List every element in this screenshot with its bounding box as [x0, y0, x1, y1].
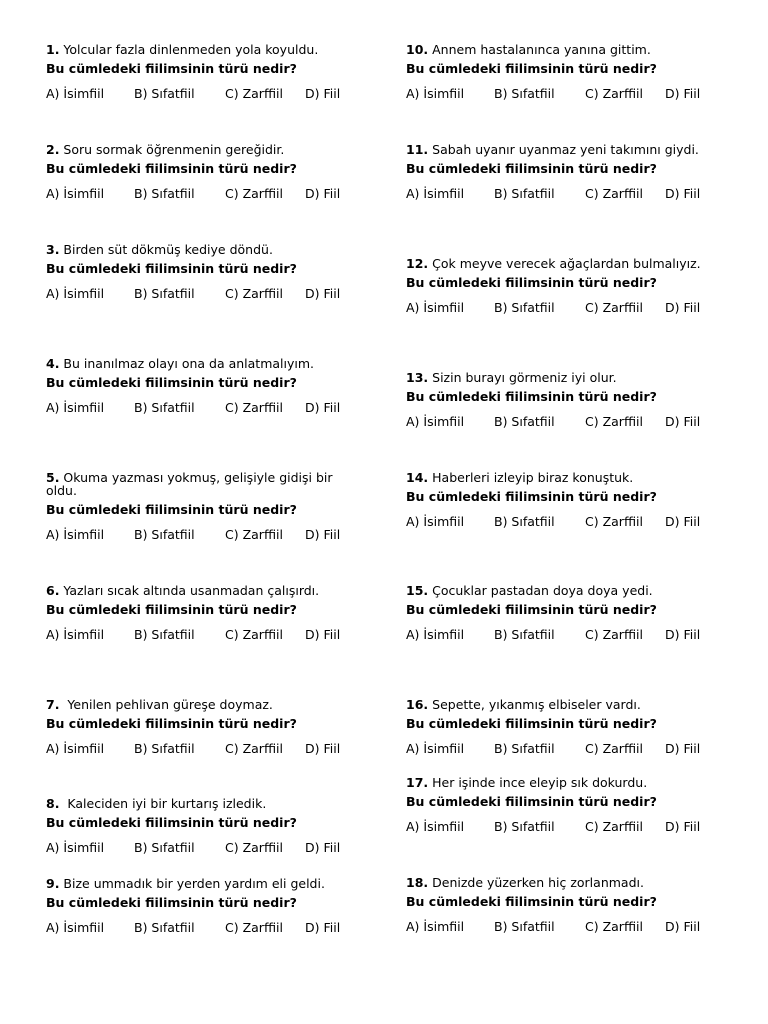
answer-options: [46, 401, 346, 417]
option-b[interactable]: B) Sıfatfiil: [134, 86, 195, 101]
option-d[interactable]: D) Fiil: [305, 527, 341, 542]
option-b[interactable]: B) Sıfatfiil: [494, 86, 555, 101]
question-17: [406, 776, 706, 836]
option-c[interactable]: C) Zarffiil: [585, 741, 643, 756]
question-sentence: [406, 371, 706, 384]
option-c[interactable]: C) Zarffiil: [585, 819, 643, 834]
question-prompt: Bu cümledeki fiilimsinin türü nedir?: [406, 275, 657, 290]
question-text: Yolcular fazla dinlenmeden yola koyuldu.: [59, 42, 319, 57]
question-5: [46, 471, 346, 544]
option-a[interactable]: A) İsimfiil: [406, 514, 465, 529]
option-b[interactable]: B) Sıfatfiil: [494, 414, 555, 429]
question-13: [406, 371, 706, 431]
option-c[interactable]: C) Zarffiil: [225, 627, 283, 642]
option-b[interactable]: B) Sıfatfiil: [494, 514, 555, 529]
question-sentence: [406, 257, 706, 270]
option-b[interactable]: B) Sıfatfiil: [494, 919, 555, 934]
question-number: 14.: [406, 470, 429, 485]
question-14: [406, 471, 706, 531]
option-d[interactable]: D) Fiil: [665, 514, 701, 529]
question-prompt: Bu cümledeki fiilimsinin türü nedir?: [406, 794, 657, 809]
option-c[interactable]: C) Zarffiil: [225, 286, 283, 301]
answer-options: [46, 187, 346, 203]
answer-options: [46, 87, 346, 103]
option-d[interactable]: D) Fiil: [305, 627, 341, 642]
option-b[interactable]: B) Sıfatfiil: [134, 627, 195, 642]
question-text: Haberleri izleyip biraz konuştuk.: [428, 470, 634, 485]
option-c[interactable]: C) Zarffiil: [225, 741, 283, 756]
option-c[interactable]: C) Zarffiil: [225, 840, 283, 855]
question-sentence: [46, 43, 346, 56]
option-c[interactable]: C) Zarffiil: [585, 414, 643, 429]
option-d[interactable]: D) Fiil: [665, 919, 701, 934]
question-text: Yenilen pehlivan güreşe doymaz.: [59, 697, 273, 712]
option-a[interactable]: A) İsimfiil: [406, 186, 465, 201]
question-number: 18.: [406, 875, 429, 890]
question-number: 17.: [406, 775, 429, 790]
question-prompt: Bu cümledeki fiilimsinin türü nedir?: [46, 815, 297, 830]
option-a[interactable]: A) İsimfiil: [406, 86, 465, 101]
question-number: 2.: [46, 142, 60, 157]
question-16: [406, 698, 706, 758]
answer-options: [46, 287, 346, 303]
question-text: Sabah uyanır uyanmaz yeni takımını giydi.: [428, 142, 699, 157]
question-prompt: Bu cümledeki fiilimsinin türü nedir?: [46, 502, 297, 517]
question-number: 8.: [46, 796, 60, 811]
question-text: Bize ummadık bir yerden yardım eli geldi.: [59, 876, 325, 891]
question-prompt: Bu cümledeki fiilimsinin türü nedir?: [406, 489, 657, 504]
question-sentence: [406, 143, 706, 156]
option-a[interactable]: A) İsimfiil: [46, 86, 105, 101]
question-sentence: [406, 776, 706, 789]
option-d[interactable]: D) Fiil: [665, 819, 701, 834]
option-a[interactable]: A) İsimfiil: [46, 527, 105, 542]
option-c[interactable]: C) Zarffiil: [585, 86, 643, 101]
option-a[interactable]: A) İsimfiil: [46, 186, 105, 201]
option-d[interactable]: D) Fiil: [305, 920, 341, 935]
question-number: 15.: [406, 583, 429, 598]
option-a[interactable]: A) İsimfiil: [46, 627, 105, 642]
option-c[interactable]: C) Zarffiil: [585, 300, 643, 315]
question-prompt: Bu cümledeki fiilimsinin türü nedir?: [46, 61, 297, 76]
question-sentence: [46, 357, 346, 370]
option-b[interactable]: B) Sıfatfiil: [494, 627, 555, 642]
answer-options: [406, 820, 706, 836]
question-number: 3.: [46, 242, 60, 257]
question-prompt: Bu cümledeki fiilimsinin türü nedir?: [406, 602, 657, 617]
question-4: [46, 357, 346, 417]
option-a[interactable]: A) İsimfiil: [46, 920, 105, 935]
question-prompt: Bu cümledeki fiilimsinin türü nedir?: [46, 161, 297, 176]
answer-options: [406, 920, 706, 936]
question-text: Her işinde ince eleyip sık dokurdu.: [428, 775, 648, 790]
question-prompt: Bu cümledeki fiilimsinin türü nedir?: [406, 61, 657, 76]
option-a[interactable]: A) İsimfiil: [46, 286, 105, 301]
option-c[interactable]: C) Zarffiil: [225, 186, 283, 201]
question-sentence: [406, 471, 706, 484]
option-d[interactable]: D) Fiil: [665, 86, 701, 101]
option-a[interactable]: A) İsimfiil: [406, 819, 465, 834]
option-b[interactable]: B) Sıfatfiil: [134, 920, 195, 935]
question-15: [406, 584, 706, 644]
question-text: Kaleciden iyi bir kurtarış izledik.: [59, 796, 267, 811]
question-prompt: Bu cümledeki fiilimsinin türü nedir?: [46, 895, 297, 910]
question-sentence: [46, 877, 346, 890]
question-10: [406, 43, 706, 103]
option-a[interactable]: A) İsimfiil: [46, 840, 105, 855]
question-text: Bu inanılmaz olayı ona da anlatmalıyım.: [59, 356, 315, 371]
question-2: [46, 143, 346, 203]
question-7: [46, 698, 346, 758]
question-8: [46, 797, 346, 857]
answer-options: [46, 921, 346, 937]
question-sentence: [406, 876, 706, 889]
answer-options: [406, 415, 706, 431]
question-9: [46, 877, 346, 937]
question-sentence: [46, 797, 346, 810]
question-sentence: [406, 698, 706, 711]
option-d[interactable]: D) Fiil: [665, 414, 701, 429]
question-sentence: [46, 471, 346, 497]
question-number: 7.: [46, 697, 60, 712]
option-d[interactable]: D) Fiil: [305, 840, 341, 855]
question-number: 10.: [406, 42, 429, 57]
option-d[interactable]: D) Fiil: [665, 300, 701, 315]
option-c[interactable]: C) Zarffiil: [585, 186, 643, 201]
option-d[interactable]: D) Fiil: [665, 627, 701, 642]
question-number: 11.: [406, 142, 429, 157]
option-a[interactable]: A) İsimfiil: [406, 919, 465, 934]
option-c[interactable]: C) Zarffiil: [585, 514, 643, 529]
question-prompt: Bu cümledeki fiilimsinin türü nedir?: [46, 261, 297, 276]
question-text: Sizin burayı görmeniz iyi olur.: [428, 370, 617, 385]
option-a[interactable]: A) İsimfiil: [406, 741, 465, 756]
question-text: Çok meyve verecek ağaçlardan bulmalıyız.: [428, 256, 701, 271]
question-text: Soru sormak öğrenmenin gereğidir.: [59, 142, 285, 157]
option-c[interactable]: C) Zarffiil: [225, 400, 283, 415]
question-prompt: Bu cümledeki fiilimsinin türü nedir?: [46, 716, 297, 731]
option-d[interactable]: D) Fiil: [665, 741, 701, 756]
question-text: Sepette, yıkanmış elbiseler vardı.: [428, 697, 641, 712]
option-b[interactable]: B) Sıfatfiil: [494, 186, 555, 201]
option-b[interactable]: B) Sıfatfiil: [134, 840, 195, 855]
option-c[interactable]: C) Zarffiil: [225, 527, 283, 542]
question-6: [46, 584, 346, 644]
question-number: 13.: [406, 370, 429, 385]
question-number: 12.: [406, 256, 429, 271]
answer-options: [406, 742, 706, 758]
option-b[interactable]: B) Sıfatfiil: [494, 819, 555, 834]
answer-options: [406, 187, 706, 203]
answer-options: [46, 742, 346, 758]
question-number: 5.: [46, 470, 60, 485]
option-c[interactable]: C) Zarffiil: [225, 920, 283, 935]
question-18: [406, 876, 706, 936]
question-text: Yazları sıcak altında usanmadan çalışırdı.: [59, 583, 320, 598]
question-number: 4.: [46, 356, 60, 371]
option-b[interactable]: B) Sıfatfiil: [494, 741, 555, 756]
option-c[interactable]: C) Zarffiil: [585, 919, 643, 934]
option-a[interactable]: A) İsimfiil: [406, 300, 465, 315]
option-c[interactable]: C) Zarffiil: [225, 86, 283, 101]
question-sentence: [406, 584, 706, 597]
question-prompt: Bu cümledeki fiilimsinin türü nedir?: [406, 894, 657, 909]
question-sentence: [46, 243, 346, 256]
option-b[interactable]: B) Sıfatfiil: [134, 741, 195, 756]
answer-options: [46, 528, 346, 544]
question-number: 1.: [46, 42, 60, 57]
question-prompt: Bu cümledeki fiilimsinin türü nedir?: [46, 375, 297, 390]
answer-options: [46, 628, 346, 644]
option-b[interactable]: B) Sıfatfiil: [494, 300, 555, 315]
answer-options: [46, 841, 346, 857]
question-text: Birden süt dökmüş kediye döndü.: [59, 242, 273, 257]
option-b[interactable]: B) Sıfatfiil: [134, 527, 195, 542]
question-sentence: [406, 43, 706, 56]
question-1: [46, 43, 346, 103]
option-d[interactable]: D) Fiil: [305, 741, 341, 756]
question-sentence: [46, 584, 346, 597]
answer-options: [406, 515, 706, 531]
option-b[interactable]: B) Sıfatfiil: [134, 286, 195, 301]
question-12: [406, 257, 706, 317]
question-number: 16.: [406, 697, 429, 712]
question-prompt: Bu cümledeki fiilimsinin türü nedir?: [46, 602, 297, 617]
option-d[interactable]: D) Fiil: [305, 400, 341, 415]
answer-options: [406, 301, 706, 317]
question-number: 9.: [46, 876, 60, 891]
option-b[interactable]: B) Sıfatfiil: [134, 400, 195, 415]
question-text: Okuma yazması yokmuş, gelişiyle gidişi bir oldu.: [46, 470, 333, 498]
answer-options: [406, 87, 706, 103]
option-a[interactable]: A) İsimfiil: [406, 414, 465, 429]
question-sentence: [46, 698, 346, 711]
question-number: 6.: [46, 583, 60, 598]
option-c[interactable]: C) Zarffiil: [585, 627, 643, 642]
option-a[interactable]: A) İsimfiil: [46, 741, 105, 756]
question-prompt: Bu cümledeki fiilimsinin türü nedir?: [406, 161, 657, 176]
question-prompt: Bu cümledeki fiilimsinin türü nedir?: [406, 389, 657, 404]
question-11: [406, 143, 706, 203]
question-3: [46, 243, 346, 303]
question-text: Annem hastalanınca yanına gittim.: [428, 42, 651, 57]
answer-options: [406, 628, 706, 644]
option-b[interactable]: B) Sıfatfiil: [134, 186, 195, 201]
option-d[interactable]: D) Fiil: [665, 186, 701, 201]
question-prompt: Bu cümledeki fiilimsinin türü nedir?: [406, 716, 657, 731]
option-d[interactable]: D) Fiil: [305, 286, 341, 301]
option-a[interactable]: A) İsimfiil: [46, 400, 105, 415]
question-text: Çocuklar pastadan doya doya yedi.: [428, 583, 653, 598]
option-a[interactable]: A) İsimfiil: [406, 627, 465, 642]
option-d[interactable]: D) Fiil: [305, 86, 341, 101]
option-d[interactable]: D) Fiil: [305, 186, 341, 201]
question-sentence: [46, 143, 346, 156]
question-text: Denizde yüzerken hiç zorlanmadı.: [428, 875, 644, 890]
